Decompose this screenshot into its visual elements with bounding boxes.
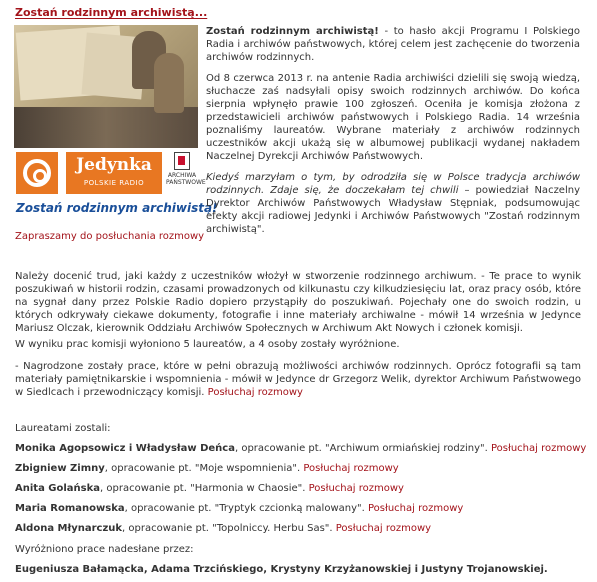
listen-link[interactable]: Posłuchaj rozmowy	[335, 523, 432, 534]
timeline-paragraph: Od 8 czerwca 2013 r. na antenie Radia archiwiści dzielili się swoją wiedzą, słuchacze zaś nadsyłali opisy swoich rodzinnych archiwów. Do końca sierpnia wpłynęło prawie 100 zgłoszeń. Oceniła je komisja złożona z przedstawicieli archiwów państwowych i Polskiego Radia. 14 września poznaliśmy laureatów. Wybrane materiały z archiwów rodzinnych uczestników akcji ukażą się w albumowej publikacji wydanej nakładem Naczelnej Dyrekcji Archiwów Państwowych.	[206, 73, 580, 162]
listen-link-commission[interactable]: Posłuchaj rozmowy	[207, 387, 303, 398]
listen-link[interactable]: Posłuchaj rozmowy	[490, 443, 587, 454]
laureate-item: Aldona Młynarczuk, opracowanie pt. "Topolniccy. Herbu Sas". Posłuchaj rozmowy	[15, 523, 432, 534]
family-archive-photo	[14, 25, 198, 148]
archiwa-logo: ARCHIWA PAŃSTWOWE	[166, 152, 198, 198]
listen-link[interactable]: Posłuchaj rozmowy	[367, 503, 464, 514]
article-title: Zostań rodzinnym archiwistą...	[15, 6, 208, 19]
trud-paragraph: Należy docenić trud, jaki każdy z uczestników włożył w stworzenie rodzinnego archiwum. - Te prace to wynik poszukiwań w historii rodzin, czasami prowadzonych od kilkunastu czy kilkudziesięciu lat, oraz pracy osób, które na sygnał dany przez Polskie Radio dopiero przystąpiły do poszukiwań. Pojechały one do swoich rodzin, u których odkrywały ciekawe dokumenty, fotografie i inne materiały archiwalne - mówił 14 września w Jedynce Mariusz Olczak, kierownik Oddziału Archiwów Społecznych w Archiwum Akt Nowych i członek komisji.	[15, 271, 581, 334]
laureate-item: Maria Romanowska, opracowanie pt. "Tryptyk czcionką malowany". Posłuchaj rozmowy	[15, 503, 464, 514]
listen-invite-link[interactable]: Zapraszamy do posłuchania rozmowy	[15, 231, 205, 242]
intro-paragraph: Zostań rodzinnym archiwistą! - to hasło akcji Programu I Polskiego Radia i archiwów państwowych, której celem jest zachęcenie do tworzenia archiwów rodzinnych.	[206, 26, 580, 63]
archive-emblem-icon	[174, 152, 190, 170]
distinguished-header: Wyróżniono prace nadesłane przez:	[15, 544, 194, 555]
commission-paragraph: - Nagrodzone zostały prace, które w pełni obrazują możliwości archiwów rodzinnych. Oprócz fotografii są tam materiały pamiętnikarskie i wspomnienia - mówił w Jedynce dr Grzegorz Welik, dyrektor Archiwum Państwowego w Siedlcach i przewodniczący komisji. Posłuchaj rozmowy	[15, 361, 581, 398]
listen-link[interactable]: Posłuchaj rozmowy	[308, 483, 404, 494]
laureate-item: Monika Agopsowicz i Władysław Deńca, opracowanie pt. "Archiwum ormiańskiej rodziny". Posłuchaj rozmowy	[15, 443, 587, 454]
results-paragraph: W wyniku prac komisji wyłoniono 5 laureatów, a 4 osoby zostały wyróżnione.	[15, 339, 400, 350]
jedynka-logo: Jedynka POLSKIE RADIO	[66, 152, 162, 194]
laureate-item: Zbigniew Zimny, opracowanie pt. "Moje wspomnienia". Posłuchaj rozmowy	[15, 463, 399, 474]
distinguished-names: Eugeniusza Bałamącka, Adama Trzcińskiego, Krystyny Krzyżanowskiej i Justyny Trojanowskiej.	[15, 564, 548, 575]
listen-link[interactable]: Posłuchaj rozmowy	[303, 463, 399, 474]
radio-logo-icon	[16, 152, 58, 194]
laureates-header: Laureatami zostali:	[15, 423, 111, 434]
article-intro	[206, 25, 580, 244]
banner-slogan: Zostań rodzinnym archiwistą!	[16, 201, 218, 215]
campaign-banner	[14, 25, 218, 225]
laureate-item: Anita Golańska, opracowanie pt. "Harmonia w Chaosie". Posłuchaj rozmowy	[15, 483, 404, 494]
quote-paragraph: Kiedyś marzyłam o tym, by odrodziła się w Polsce tradycja archiwów rodzinnych. Zdaje się, że doczekałam tej chwili – powiedział Naczelny Dyrektor Archiwów Państwowych Władysław Stępniak, podsumowując efekty akcji radiowej Jedynki i Archiwów Państwowych "Zostań rodzinnym archiwistą".	[206, 172, 580, 235]
